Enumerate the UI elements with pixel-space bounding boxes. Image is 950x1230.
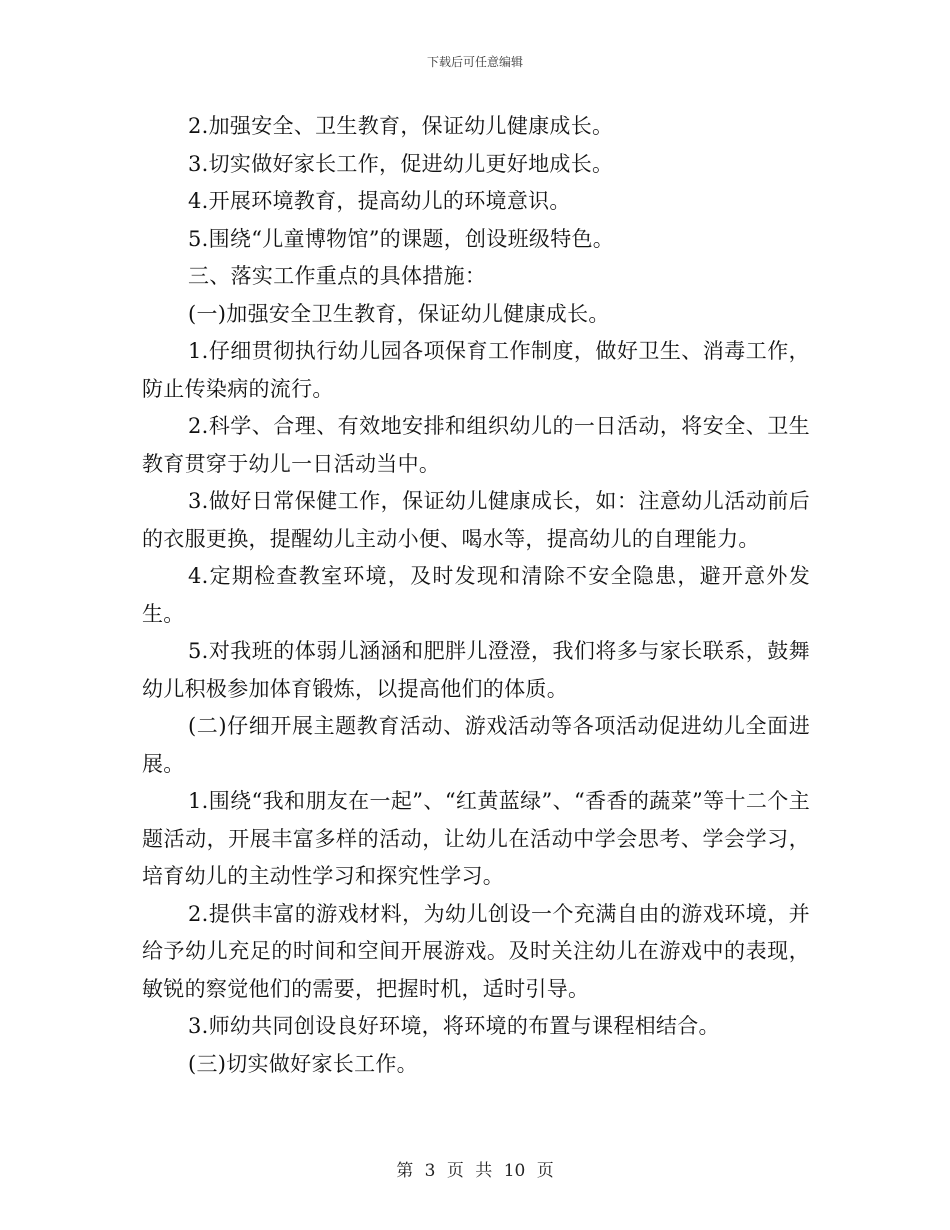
paragraph: 1.围绕“我和朋友在一起”、“红黄蓝绿”、“香香的蔬菜”等十二个主题活动，开展丰富多样的活动，让幼儿在活动中学会思考、学会学习，培育幼儿的主动性学习和探究性学习。	[142, 789, 810, 888]
paragraph: 5.对我班的体弱儿涵涵和肥胖儿澄澄，我们将多与家长联系，鼓舞幼儿积极参加体育锻炼，以提高他们的体质。	[142, 639, 810, 701]
page-number-footer: 第 3 页 共 10 页	[396, 1161, 554, 1181]
paragraph: 5.围绕“儿童博物馆”的课题，创设班级特色。	[188, 226, 615, 251]
subsection-heading: (二)仔细开展主题教育活动、游戏活动等各项活动促进幼儿全面进展。	[142, 714, 810, 776]
section-heading: 三、落实工作重点的具体措施：	[188, 264, 487, 288]
document-body	[142, 108, 810, 1083]
paragraph: 3.切实做好家长工作，促进幼儿更好地成长。	[188, 151, 614, 176]
page-header: 下载后可任意编辑	[426, 55, 523, 69]
paragraph: 4.开展环境教育，提高幼儿的环境意识。	[188, 189, 571, 213]
subsection-heading: (三)切实做好家长工作。	[188, 1051, 418, 1076]
paragraph: 4.定期检查教室环境，及时发现和清除不安全隐患，避开意外发生。	[142, 564, 810, 626]
paragraph: 3.师幼共同创设良好环境，将环境的布置与课程相结合。	[188, 1014, 720, 1038]
paragraph: 3.做好日常保健工作，保证幼儿健康成长，如：注意幼儿活动前后的衣服更换，提醒幼儿主动小便、喝水等，提高幼儿的自理能力。	[142, 489, 810, 551]
paragraph: 2.科学、合理、有效地安排和组织幼儿的一日活动，将安全、卫生教育贯穿于幼儿一日活动当中。	[142, 414, 810, 476]
paragraph: 2.加强安全、卫生教育，保证幼儿健康成长。	[188, 114, 614, 138]
paragraph: 1.仔细贯彻执行幼儿园各项保育工作制度，做好卫生、消毒工作，防止传染病的流行。	[142, 339, 810, 401]
subsection-heading: (一)加强安全卫生教育，保证幼儿健康成长。	[188, 301, 610, 326]
paragraph: 2.提供丰富的游戏材料，为幼儿创设一个充满自由的游戏环境，并给予幼儿充足的时间和空间开展游戏。及时关注幼儿在游戏中的表现，敏锐的察觉他们的需要，把握时机，适时引导。	[142, 901, 810, 1001]
